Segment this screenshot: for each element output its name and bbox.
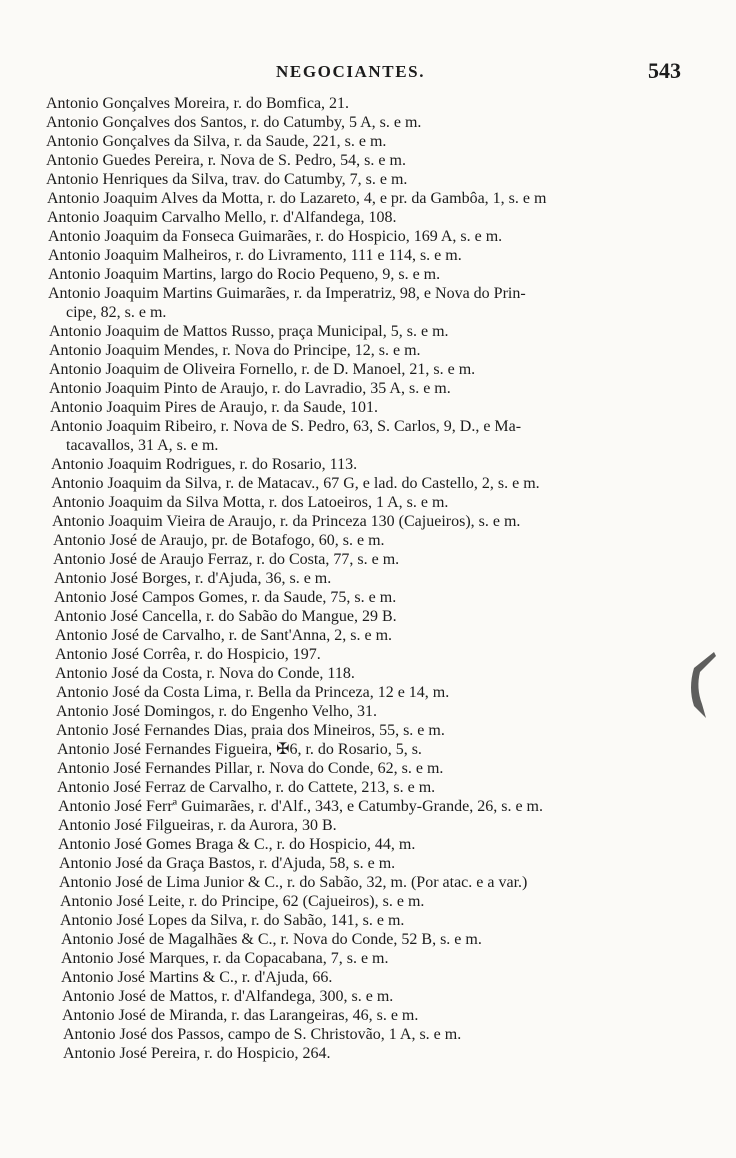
list-item: Antonio José de Araujo Ferraz, r. do Costa, 77, s. e m. — [53, 551, 400, 568]
list-item: Antonio José de Mattos, r. d'Alfandega, 300, s. e m. — [62, 988, 394, 1005]
list-item: Antonio José de Carvalho, r. de Sant'Anna, 2, s. e m. — [55, 627, 393, 644]
list-item: Antonio José Ferraz de Carvalho, r. do Cattete, 213, s. e m. — [57, 779, 436, 796]
list-item: Antonio José Leite, r. do Principe, 62 (Cajueiros), s. e m. — [60, 893, 425, 910]
list-item: Antonio José Pereira, r. do Hospicio, 264. — [63, 1045, 331, 1062]
list-item: Antonio José de Magalhães & C., r. Nova do Conde, 52 B, s. e m. — [61, 931, 482, 948]
list-item: Antonio José Ferrª Guimarães, r. d'Alf., 343, e Catumby-Grande, 26, s. e m. — [58, 798, 543, 815]
list-item: Antonio Joaquim Martins, largo do Rocio Pequeno, 9, s. e m. — [48, 266, 441, 283]
list-item: Antonio José Fernandes Dias, praia dos Mineiros, 55, s. e m. — [56, 722, 445, 739]
page-number: 543 — [648, 58, 681, 83]
list-item: Antonio Joaquim de Mattos Russo, praça Municipal, 5, s. e m. — [49, 323, 449, 340]
list-item: Antonio José da Costa Lima, r. Bella da Princeza, 12 e 14, m. — [56, 684, 450, 701]
list-item: Antonio Joaquim Vieira de Araujo, r. da Princeza 130 (Cajueiros), s. e m. — [52, 513, 521, 530]
running-head: NEGOCIANTES. — [276, 62, 426, 81]
list-item: Antonio Joaquim da Silva, r. de Matacav., 67 G, e lad. do Castello, 2, s. e m. — [51, 475, 540, 492]
list-item: Antonio Joaquim Malheiros, r. do Livramento, 111 e 114, s. e m. — [48, 247, 462, 264]
list-item: Antonio José Marques, r. da Copacabana, 7, s. e m. — [61, 950, 389, 967]
list-item: Antonio Gonçalves da Silva, r. da Saude, 221, s. e m. — [46, 133, 387, 150]
list-item: Antonio Joaquim Carvalho Mello, r. d'Alfandega, 108. — [47, 209, 397, 226]
list-item: Antonio Joaquim Martins Guimarães, r. da Imperatriz, 98, e Nova do Prin- — [48, 285, 526, 302]
list-item: Antonio José Gomes Braga & C., r. do Hospicio, 44, m. — [58, 836, 416, 853]
list-item: Antonio Henriques da Silva, trav. do Catumby, 7, s. e m. — [46, 171, 408, 188]
list-item: Antonio José Domingos, r. do Engenho Velho, 31. — [56, 703, 378, 720]
list-item: Antonio José dos Passos, campo de S. Christovão, 1 A, s. e m. — [63, 1026, 462, 1043]
list-item: Antonio José de Miranda, r. das Larangeiras, 46, s. e m. — [62, 1007, 419, 1024]
list-item: Antonio José Fernandes Pillar, r. Nova do Conde, 62, s. e m. — [57, 760, 444, 777]
list-item: Antonio Joaquim da Silva Motta, r. dos Latoeiros, 1 A, s. e m. — [52, 494, 449, 511]
list-item: Antonio José de Lima Junior & C., r. do Sabão, 32, m. (Por atac. e a var.) — [59, 874, 528, 891]
list-item: Antonio Gonçalves Moreira, r. do Bomfica, 21. — [46, 95, 350, 112]
list-item: Antonio José Borges, r. d'Ajuda, 36, s. e m. — [54, 570, 332, 587]
list-item: Antonio José Corrêa, r. do Hospicio, 197. — [55, 646, 321, 663]
list-item: Antonio Gonçalves dos Santos, r. do Catumby, 5 A, s. e m. — [46, 114, 422, 131]
list-item: Antonio Joaquim da Fonseca Guimarães, r. do Hospicio, 169 A, s. e m. — [48, 228, 503, 245]
list-item-continuation: cipe, 82, s. e m. — [66, 304, 167, 321]
list-item: Antonio José da Costa, r. Nova do Conde, 118. — [55, 665, 355, 682]
list-item: Antonio Joaquim de Oliveira Fornello, r. de D. Manoel, 21, s. e m. — [49, 361, 476, 378]
directory-entries — [0, 94, 736, 1063]
list-item: Antonio José Campos Gomes, r. da Saude, 75, s. e m. — [54, 589, 397, 606]
list-item: Antonio José Lopes da Silva, r. do Sabão, 141, s. e m. — [60, 912, 405, 929]
list-item: Antonio José Fernandes Figueira, ✠6, r. do Rosario, 5, s. — [57, 741, 422, 758]
list-item-continuation: tacavallos, 31 A, s. e m. — [66, 437, 219, 454]
list-item: Antonio Joaquim Pires de Araujo, r. da Saude, 101. — [50, 399, 378, 416]
list-item: Antonio José Martins & C., r. d'Ajuda, 66. — [61, 969, 333, 986]
list-item: Antonio Joaquim Pinto de Araujo, r. do Lavradio, 35 A, s. e m. — [49, 380, 451, 397]
list-item: Antonio Joaquim Mendes, r. Nova do Principe, 12, s. e m. — [49, 342, 421, 359]
list-item: Antonio Guedes Pereira, r. Nova de S. Pedro, 54, s. e m. — [46, 152, 406, 169]
list-item: Antonio Joaquim Rodrigues, r. do Rosario, 113. — [51, 456, 358, 473]
list-item: Antonio José Cancella, r. do Sabão do Mangue, 29 B. — [54, 608, 397, 625]
list-item: Antonio José da Graça Bastos, r. d'Ajuda, 58, s. e m. — [59, 855, 396, 872]
list-item: Antonio José Filgueiras, r. da Aurora, 30 B. — [58, 817, 337, 834]
list-item: Antonio Joaquim Ribeiro, r. Nova de S. Pedro, 63, S. Carlos, 9, D., e Ma- — [50, 418, 522, 435]
list-item: Antonio Joaquim Alves da Motta, r. do Lazareto, 4, e pr. da Gambôa, 1, s. e m — [47, 190, 547, 207]
list-item: Antonio José de Araujo, pr. de Botafogo, 60, s. e m. — [53, 532, 385, 549]
page-header — [0, 58, 736, 88]
